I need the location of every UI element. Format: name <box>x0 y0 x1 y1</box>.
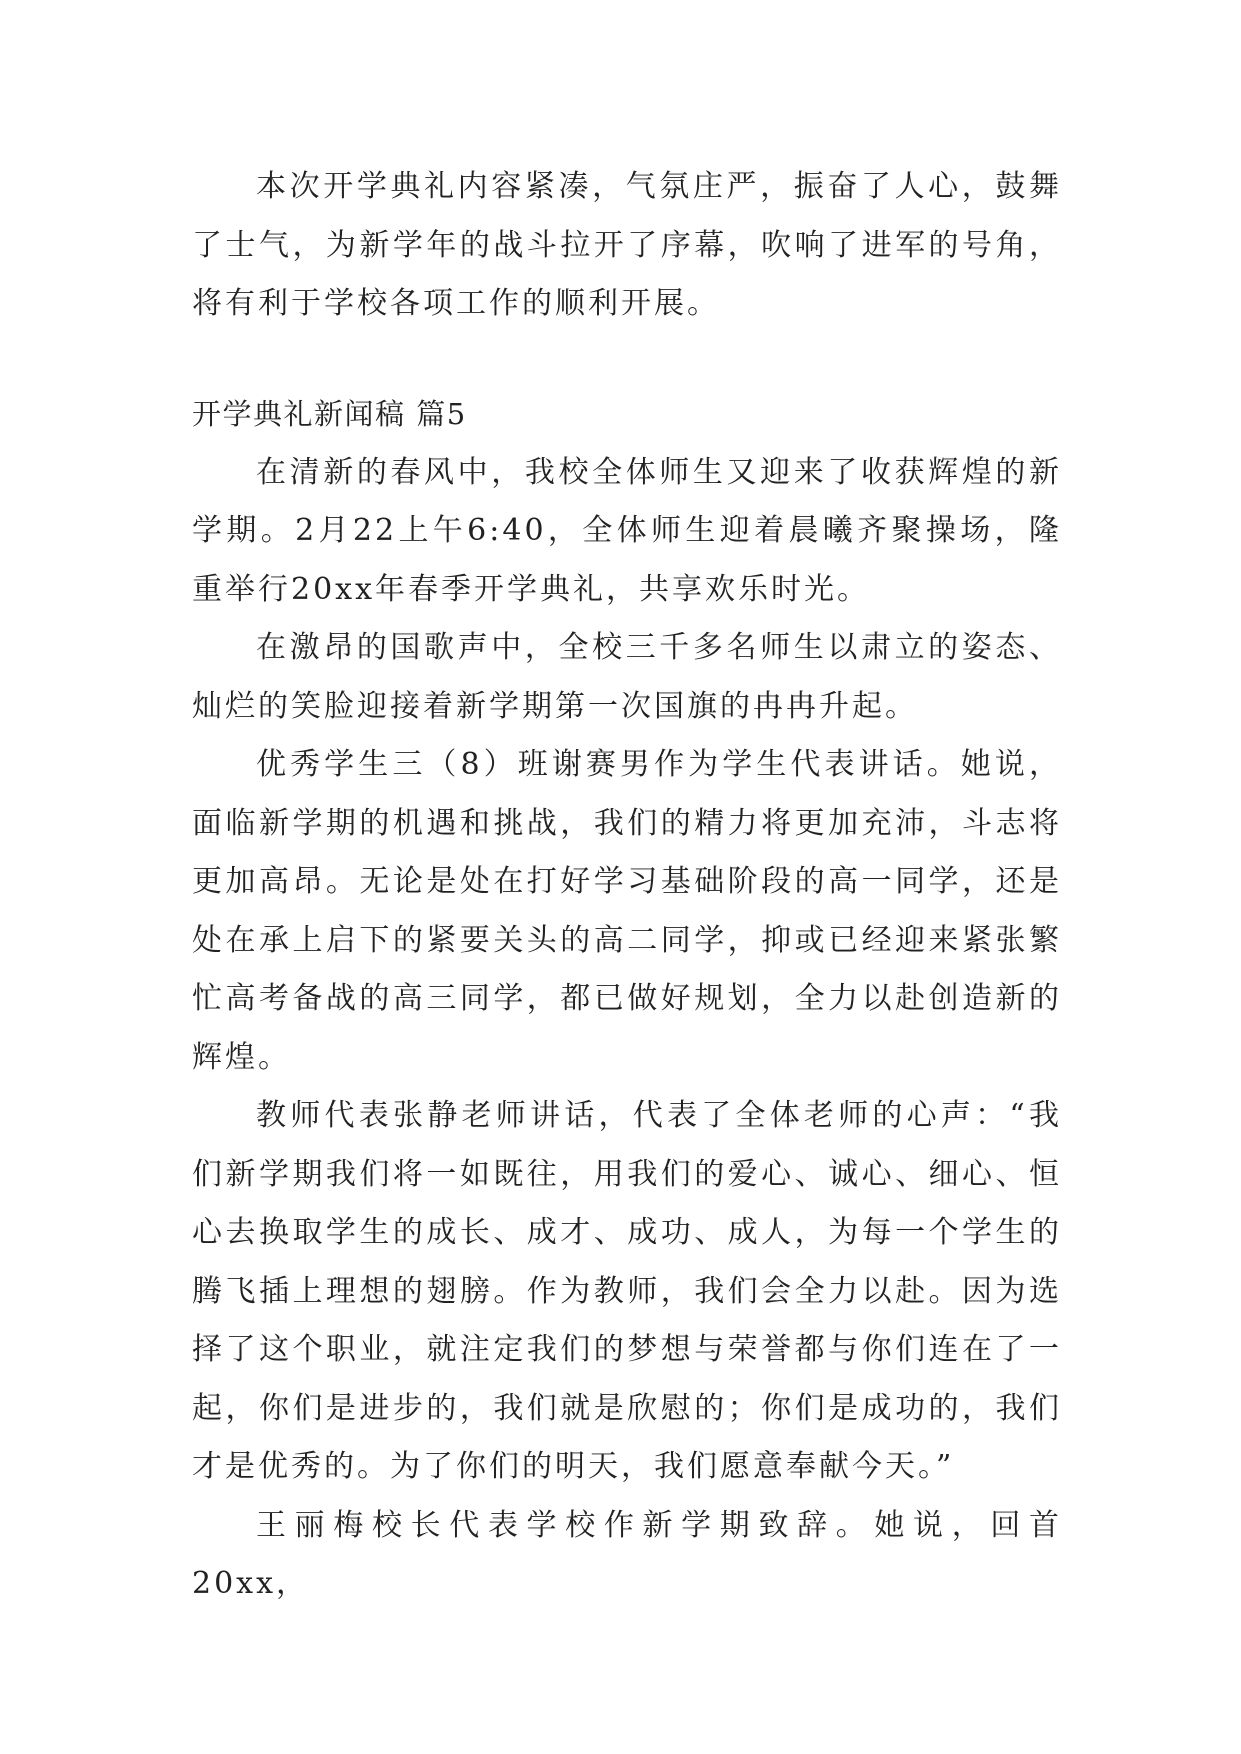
body-paragraph: 在激昂的国歌声中，全校三千多名师生以肃立的姿态、灿烂的笑脸迎接着新学期第一次国旗的冉冉升起。 <box>192 630 1062 724</box>
body-paragraph: 在清新的春风中，我校全体师生又迎来了收获辉煌的新学期。2月22上午6:40，全体师生迎着晨曦齐聚操场，隆重举行20xx年春季开学典礼，共享欢乐时光。 <box>192 454 1062 607</box>
body-paragraph: 教师代表张静老师讲话，代表了全体老师的心声：“我们新学期我们将一如既往，用我们的爱心、诚心、细心、恒心去换取学生的成长、成才、成功、成人，为每一个学生的腾飞插上理想的翅膀。作为教师，我们会全力以赴。因为选择了这个职业，就注定我们的梦想与荣誉都与你们连在了一起，你们是进步的，我们就是欣慰的；你们是成功的，我们才是优秀的。为了你们的明天，我们愿意奉献今天。” <box>192 1098 1062 1484</box>
intro-section <box>192 158 1062 334</box>
body-paragraph: 王丽梅校长代表学校作新学期致辞。她说，回首20xx， <box>192 1507 1062 1601</box>
body-paragraph: 优秀学生三（8）班谢赛男作为学生代表讲话。她说，面临新学期的机遇和挑战，我们的精力将更加充沛，斗志将更加高昂。无论是处在打好学习基础阶段的高一同学，还是处在承上启下的紧要关头的高二同学，抑或已经迎来紧张繁忙高考备战的高三同学，都已做好规划，全力以赴创造新的辉煌。 <box>192 747 1062 1075</box>
article-section <box>192 385 1062 1614</box>
section-heading: 开学典礼新闻稿 篇5 <box>192 397 467 431</box>
intro-paragraph: 本次开学典礼内容紧凑，气氛庄严，振奋了人心，鼓舞了士气，为新学年的战斗拉开了序幕，吹响了进军的号角，将有利于学校各项工作的顺利开展。 <box>192 169 1062 321</box>
